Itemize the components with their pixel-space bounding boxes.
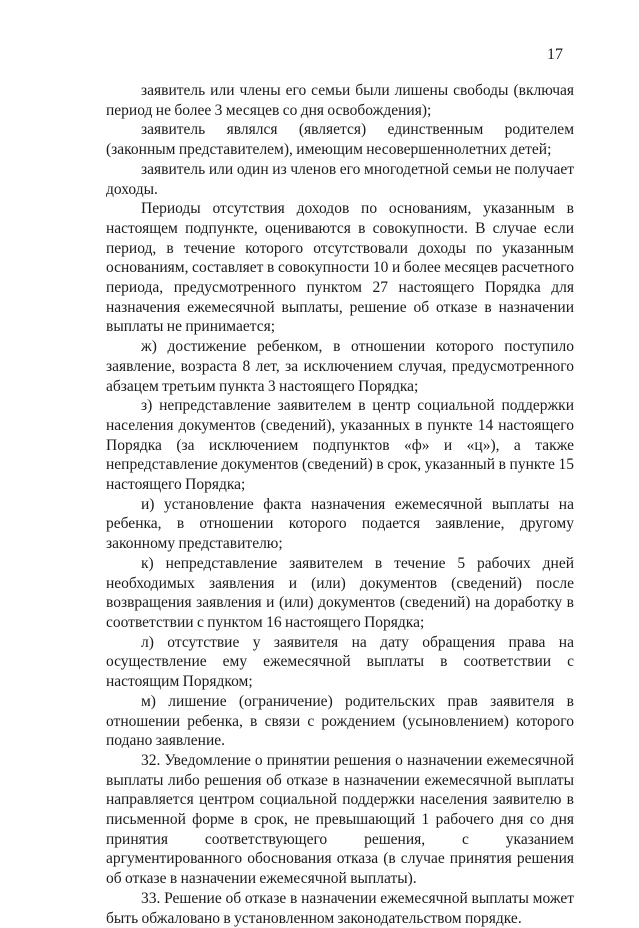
paragraph-subitem-z: з) непредставление заявителем в центр социальной поддержки населения документов (сведений), указанных в пункте 14 настоящего Порядка (за исключением подпунктов «ф» и «ц»), а также непредставление документов (сведений) в срок, указанный в пункте 15 настоящего Порядка; [106, 397, 574, 494]
paragraph: заявитель или члены его семьи были лишены свободы (включая период не более 3 месяцев со дня освобождения); [106, 82, 574, 119]
page-number: 17 [547, 46, 563, 63]
paragraph-subitem-i: и) установление факта назначения ежемесячной выплаты на ребенка, в отношении которого подается заявление, другому законному представителю; [106, 495, 574, 553]
paragraph: заявитель являлся (является) единственным родителем (законным представителем), имеющим несовершеннолетних детей; [106, 121, 574, 159]
paragraph-clause-33: 33. Решение об отказе в назначении ежемесячной выплаты может быть обжаловано в установленном законодательством порядке. [106, 889, 574, 927]
paragraph-subitem-k: к) непредставление заявителем в течение 5 рабочих дней необходимых заявления и (или) документов (сведений) после возвращения заявления и (или) документов (сведений) на доработку в соответствии с пунктом 16 настоящего Порядка; [106, 554, 574, 631]
paragraph-subitem-zh: ж) достижение ребенком, в отношении которого поступило заявление, возраста 8 лет, за исключением случая, предусмотренного абзацем третьим пункта 3 настоящего Порядка; [106, 338, 574, 395]
paragraph-clause-32: 32. Уведомление о принятии решения о назначении ежемесячной выплаты либо решения об отказе в назначении ежемесячной выплаты направляется центром социальной поддержки населения заявителю в письменной форме в срок, не превышающий 1 рабочего дня со дня принятия соответствующего решения, с указанием аргументированного обоснования отказа (в случае принятия решения об отказе в назначении ежемесячной выплаты). [106, 751, 574, 888]
paragraph-subitem-l: л) отсутствие у заявителя на дату обращения права на осуществление ему ежемесячной выплаты в соответствии с настоящим Порядком; [106, 633, 574, 691]
paragraph: Периоды отсутствия доходов по основаниям, указанным в настоящем подпункте, оцениваются в совокупности. В случае если период, в течение которого отсутствовали доходы по указанным основаниям, составляет в совокупности 10 и более месяцев расчетного периода, предусмотренного пунктом 27 настоящего Порядка для назначения ежемесячной выплаты, решение об отказе в назначении выплаты не принимается; [106, 200, 574, 336]
document-body [106, 81, 574, 928]
paragraph-subitem-m: м) лишение (ограничение) родительских прав заявителя в отношении ребенка, в связи с рождением (усыновлением) которого подано заявление. [106, 692, 574, 750]
paragraph: заявитель или один из членов его многодетной семьи не получает доходы. [106, 160, 574, 198]
